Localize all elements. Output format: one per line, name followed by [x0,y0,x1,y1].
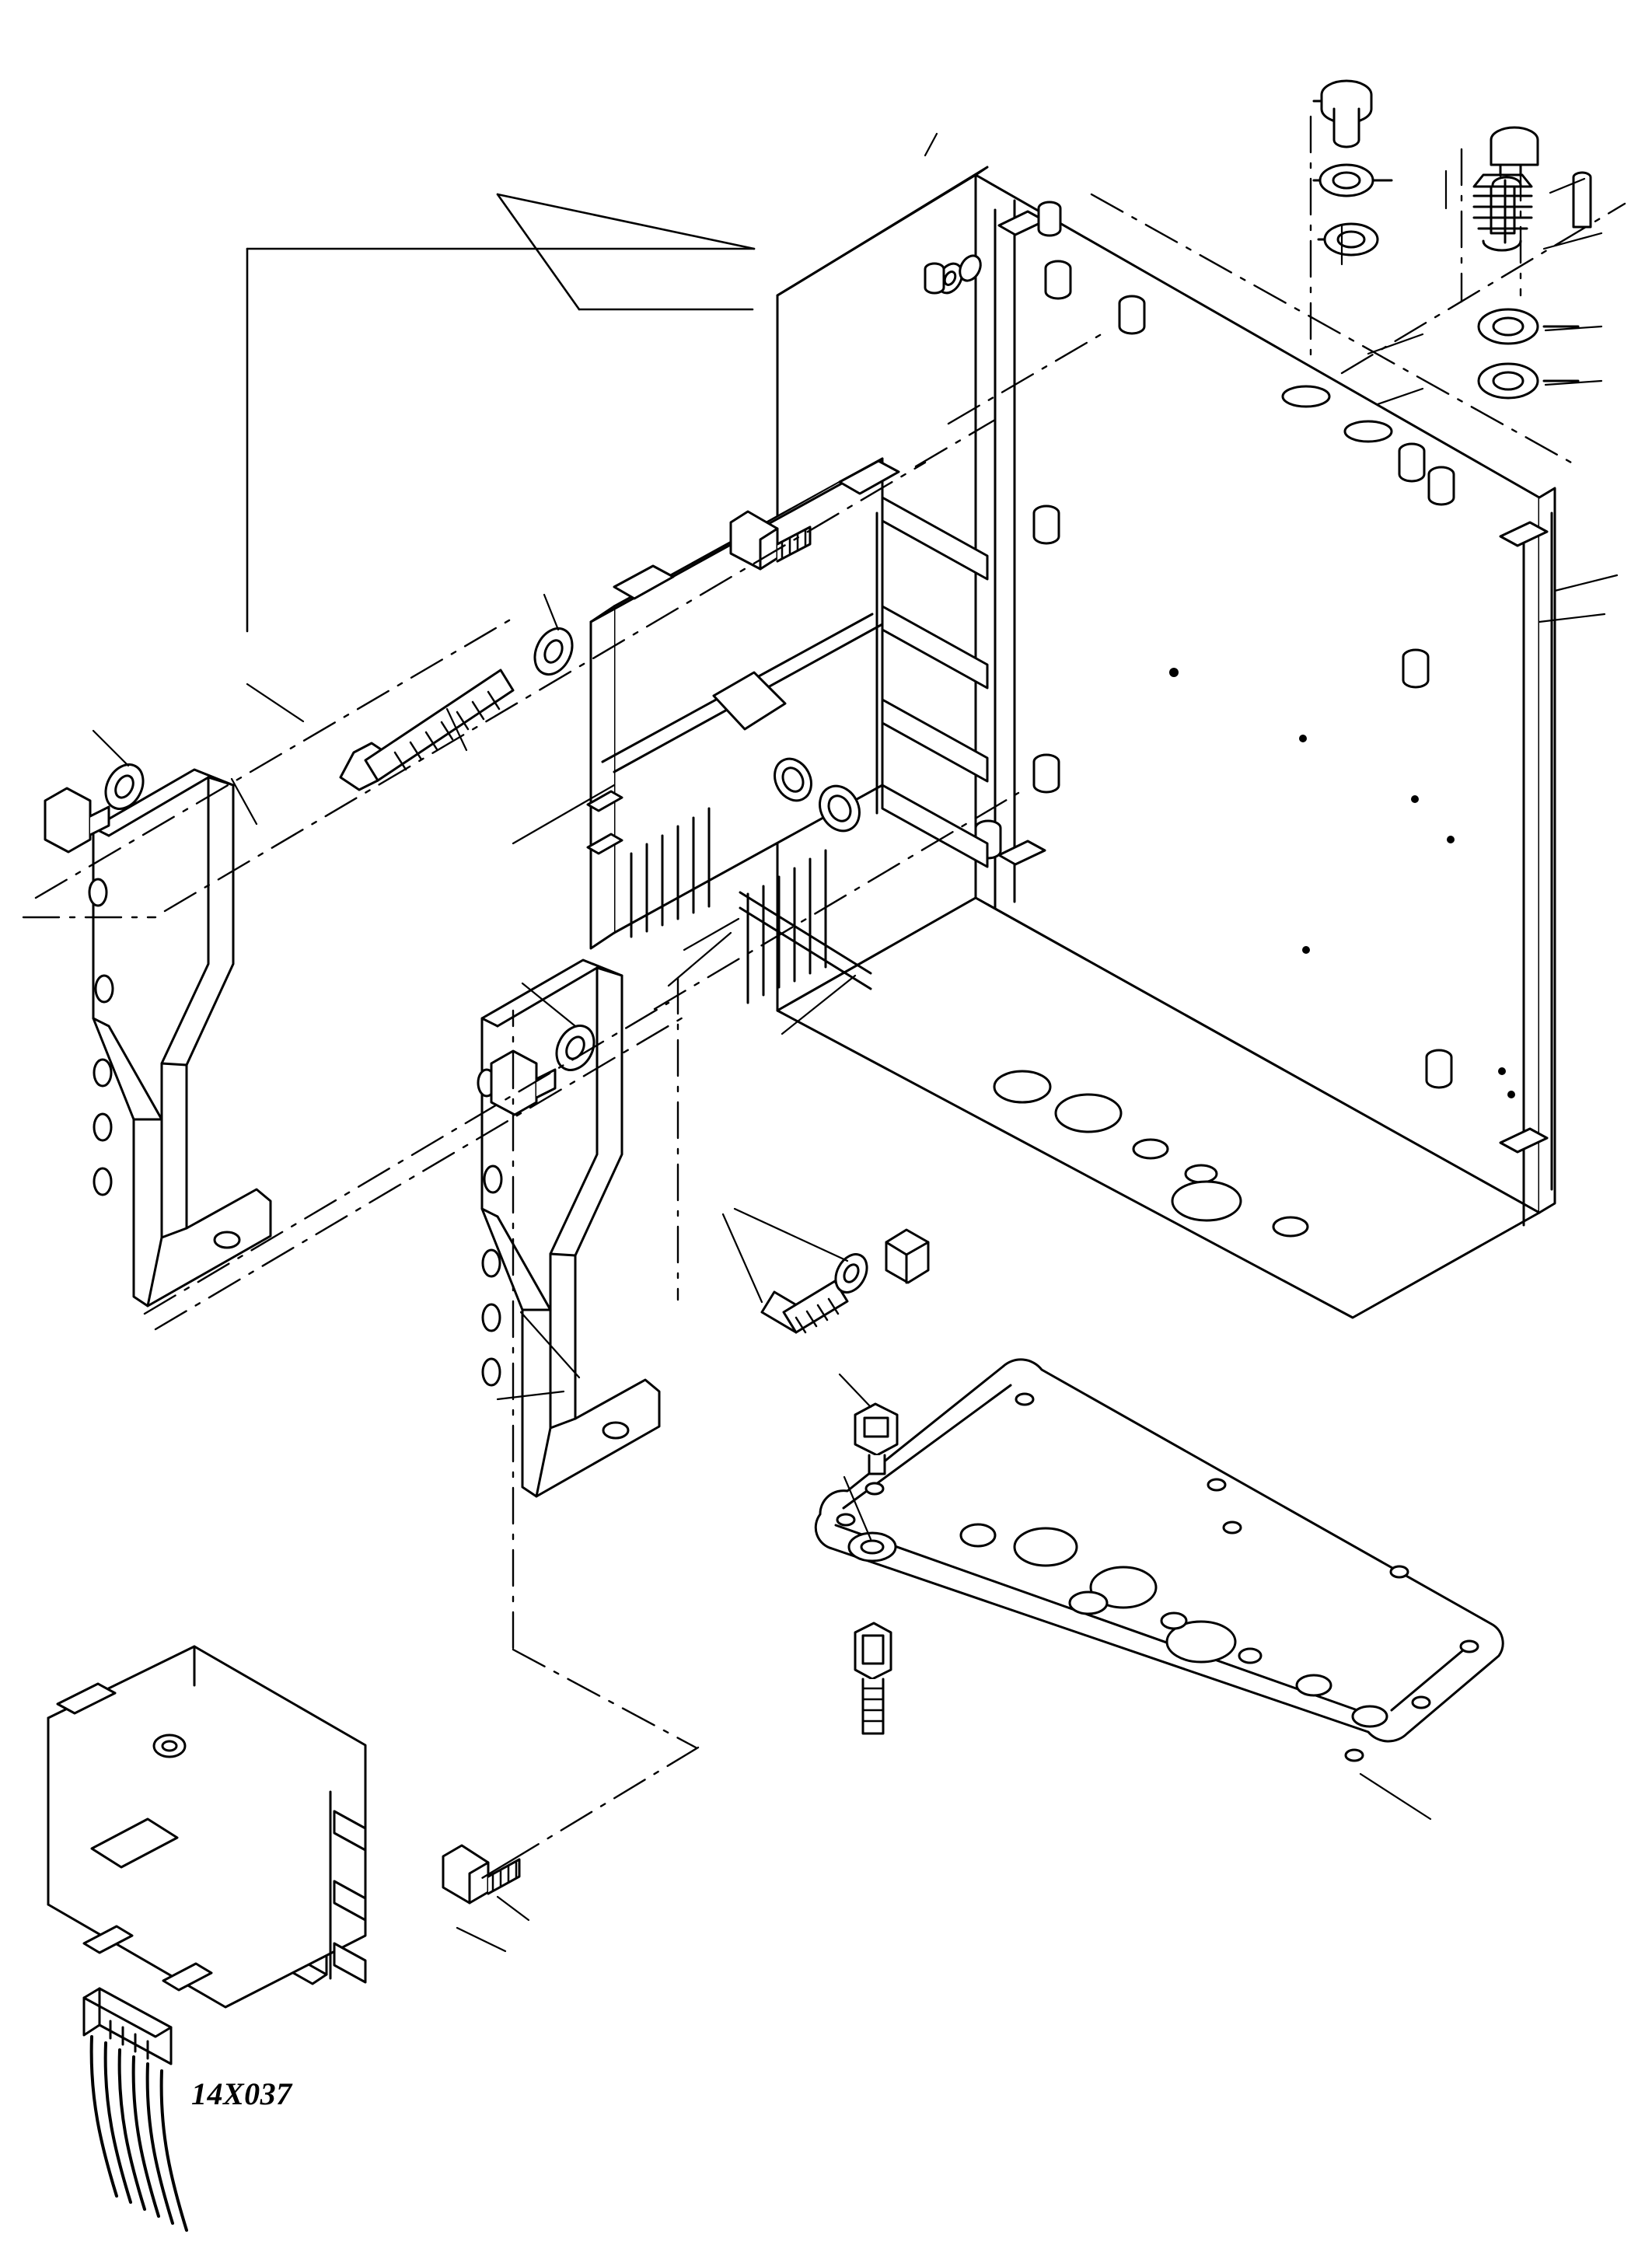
plate-washer [849,1533,896,1561]
control-module-with-harness [48,1646,365,2230]
gland-washer-1 [1479,309,1578,344]
socket-head-screw-long [855,1623,891,1734]
dowel-pin [1573,173,1591,227]
hex-bolt-long [341,670,513,790]
hex-nut [886,1230,928,1283]
threaded-stud-lower [762,1281,847,1332]
figure-code-label: 14X037 [191,2076,292,2111]
perforated-base-plate [816,1360,1503,1761]
cable-gland-fitting [1474,127,1538,250]
cap-plug-top [1314,81,1371,147]
shoulder-stud-module [443,1845,519,1903]
gland-washer-2 [1479,364,1578,398]
main-enclosure-housing [777,167,1555,1318]
sealing-grommet [1314,165,1392,196]
sealing-grommet-2 [1318,224,1378,255]
flat-washer-relay [528,622,580,680]
reference-outline [247,194,754,631]
